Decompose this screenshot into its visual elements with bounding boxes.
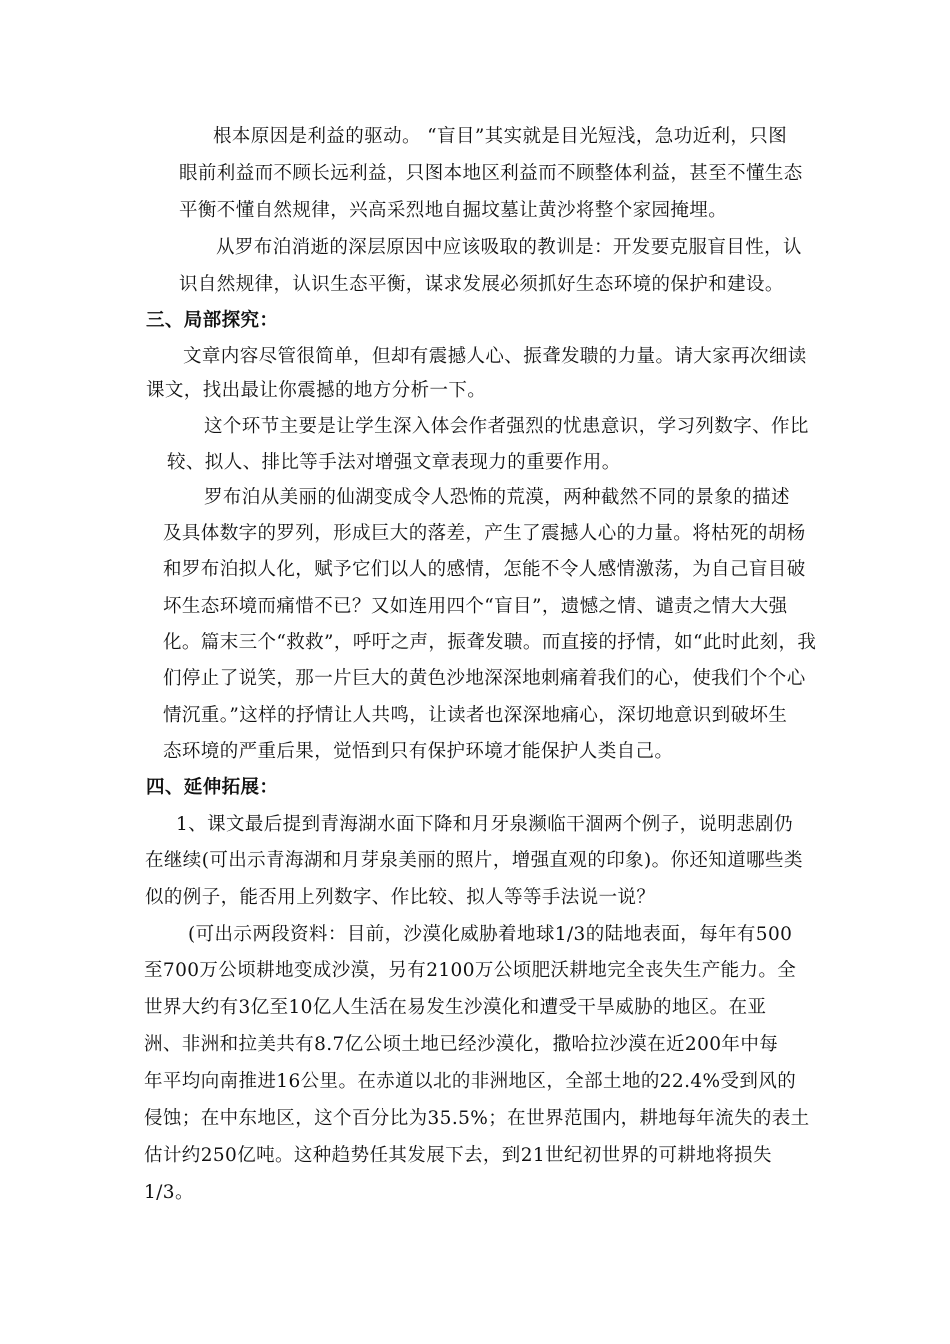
text-line: 眼前利益而不顾长远利益，只图本地区利益而不顾整体利益，甚至不懂生态 xyxy=(179,163,803,184)
text-line: 罗布泊从美丽的仙湖变成令人恐怖的荒漠，两种截然不同的景象的描述 xyxy=(204,487,790,508)
text-line: 们停止了说笑，那一片巨大的黄色沙地深深地刺痛着我们的心，使我们个个心 xyxy=(163,668,806,689)
text-line: 洲、非洲和拉美共有8.7亿公顷土地已经沙漠化，撒哈拉沙漠在近200年中每 xyxy=(144,1034,779,1055)
text-line: 课文，找出最让你震撼的地方分析一下。 xyxy=(146,380,487,401)
text-line: 似的例子，能否用上列数字、作比较、拟人等等手法说一说？ xyxy=(145,887,656,908)
text-line: 侵蚀；在中东地区，这个百分比为35.5%；在世界范围内，耕地每年流失的表土 xyxy=(144,1108,810,1129)
text-line: 化。篇末三个“救救”，呼吁之声，振聋发聩。而直接的抒情，如“此时此刻，我 xyxy=(163,632,817,653)
text-line: 情沉重。”这样的抒情让人共鸣，让读者也深深地痛心，深切地意识到破坏生 xyxy=(163,705,788,726)
text-line: (可出示两段资料：目前，沙漠化威胁着地球1/3的陆地表面，每年有500 xyxy=(188,924,793,945)
text-line: 1、课文最后提到青海湖水面下降和月牙泉濒临干涸两个例子，说明悲剧仍 xyxy=(176,814,793,835)
text-line: 世界大约有3亿至10亿人生活在易发生沙漠化和遭受干旱威胁的地区。在亚 xyxy=(144,997,767,1018)
text-line: 年平均向南推进16公里。在赤道以北的非洲地区，全部土地的22.4%受到风的 xyxy=(144,1071,797,1092)
section-heading: 四、延伸拓展： xyxy=(146,777,279,798)
text-line: 估计约250亿吨。这种趋势任其发展下去，到21世纪初世界的可耕地将损失 xyxy=(144,1145,772,1166)
text-line: 态环境的严重后果，觉悟到只有保护环境才能保护人类自己。 xyxy=(163,741,674,762)
text-line: 坏生态环境而痛惜不已？又如连用四个“盲目”，遗憾之情、谴责之情大大强 xyxy=(163,596,788,617)
text-line: 平衡不懂自然规律，兴高采烈地自掘坟墓让黄沙将整个家园掩埋。 xyxy=(179,200,728,221)
text-line: 文章内容尽管很简单，但却有震撼人心、振聋发聩的力量。请大家再次细读 xyxy=(183,346,807,367)
text-line: 和罗布泊拟人化，赋予它们以人的感情，怎能不令人感情激荡，为自己盲目破 xyxy=(163,559,806,580)
text-line: 及具体数字的罗列，形成巨大的落差，产生了震撼人心的力量。将枯死的胡杨 xyxy=(163,523,806,544)
text-line: 在继续(可出示青海湖和月芽泉美丽的照片，增强直观的印象)。你还知道哪些类 xyxy=(145,850,803,871)
text-line: 1/3。 xyxy=(144,1182,194,1203)
text-line: 从罗布泊消逝的深层原因中应该吸取的教训是：开发要克服盲目性，认 xyxy=(216,237,802,258)
text-line: 这个环节主要是让学生深入体会作者强烈的忧患意识，学习列数字、作比 xyxy=(204,416,809,437)
text-line: 根本原因是利益的驱动。 “盲目”其实就是目光短浅，急功近利，只图 xyxy=(213,126,788,147)
text-line: 至700万公顷耕地变成沙漠，另有2100万公顷肥沃耕地完全丧失生产能力。全 xyxy=(144,960,797,981)
text-line: 较、拟人、排比等手法对增强文章表现力的重要作用。 xyxy=(167,452,621,473)
section-heading: 三、局部探究： xyxy=(146,310,279,331)
text-line: 识自然规律，认识生态平衡，谋求发展必须抓好生态环境的保护和建设。 xyxy=(179,274,784,295)
